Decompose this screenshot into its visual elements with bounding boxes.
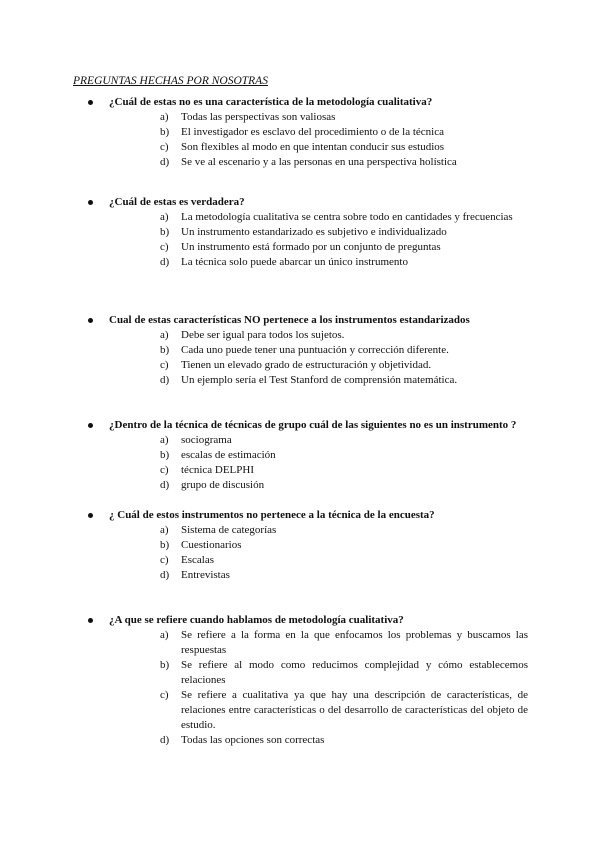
question-6-text: ¿A que se refiere cuando hablamos de metodología cualitativa? xyxy=(0,613,600,628)
question-2 xyxy=(0,195,600,270)
question-4 xyxy=(0,418,600,493)
question-4-text: ¿Dentro de la técnica de técnicas de grupo cuál de las siguientes no es un instrumento ? xyxy=(0,418,600,433)
bullet-icon xyxy=(88,318,93,323)
option-item: b) El investigador es esclavo del procedimiento o de la técnica xyxy=(160,126,444,138)
option-item: d) Todas las opciones son correctas xyxy=(160,734,325,746)
question-1 xyxy=(0,95,600,170)
option-item: d) Entrevistas xyxy=(160,569,230,581)
option-item: c) Un instrumento está formado por un conjunto de preguntas xyxy=(160,241,441,253)
question-1-text: ¿Cuál de estas no es una característica de la metodología cualitativa? xyxy=(0,95,600,110)
option-item: a) La metodología cualitativa se centra sobre todo en cantidades y frecuencias xyxy=(160,211,513,223)
question-3-options xyxy=(0,328,600,388)
option-item: c) Son flexibles al modo en que intentan conducir sus estudios xyxy=(160,141,445,153)
option-item: d) Se ve al escenario y a las personas en una perspectiva holística xyxy=(160,156,457,168)
question-2-options xyxy=(0,210,600,270)
option-item: c) Escalas xyxy=(160,554,214,566)
option-item: b) Se refiere al modo como reducimos complejidad y cómo establecemos relaciones xyxy=(160,659,528,686)
option-item: a) Sistema de categorías xyxy=(160,524,277,536)
option-item: b) escalas de estimación xyxy=(160,449,276,461)
question-1-options xyxy=(0,110,600,170)
option-item: d) Un ejemplo sería el Test Stanford de comprensión matemática. xyxy=(160,374,458,386)
option-item: b) Cada uno puede tener una puntuación y corrección diferente. xyxy=(160,344,449,356)
option-item: d) La técnica solo puede abarcar un único instrumento xyxy=(160,256,408,268)
question-6-options xyxy=(0,628,600,748)
bullet-icon xyxy=(88,423,93,428)
bullet-icon xyxy=(88,618,93,623)
option-item: c) técnica DELPHI xyxy=(160,464,254,476)
option-item: a) Debe ser igual para todos los sujetos. xyxy=(160,329,345,341)
option-item: a) Todas las perspectivas son valiosas xyxy=(160,111,336,123)
option-item: c) Tienen un elevado grado de estructuración y objetividad. xyxy=(160,359,432,371)
option-item: b) Un instrumento estandarizado es subjetivo e individualizado xyxy=(160,226,447,238)
question-2-text: ¿Cuál de estas es verdadera? xyxy=(0,195,600,210)
question-5-text: ¿ Cuál de estos instrumentos no pertenece a la técnica de la encuesta? xyxy=(0,508,600,523)
bullet-icon xyxy=(88,513,93,518)
question-3-text: Cual de estas características NO pertenece a los instrumentos estandarizados xyxy=(0,313,600,328)
question-6 xyxy=(0,613,600,748)
bullet-icon xyxy=(88,100,93,105)
bullet-icon xyxy=(88,200,93,205)
option-item: a) sociograma xyxy=(160,434,232,446)
question-4-options xyxy=(0,433,600,493)
question-3 xyxy=(0,313,600,388)
question-5-options xyxy=(0,523,600,583)
page-heading: PREGUNTAS HECHAS POR NOSOTRAS xyxy=(73,75,268,87)
question-5 xyxy=(0,508,600,583)
option-item: b) Cuestionarios xyxy=(160,539,242,551)
option-item: d) grupo de discusión xyxy=(160,479,265,491)
option-item: c) Se refiere a cualitativa ya que hay una descripción de características, de relaciones entre características o del desarrollo de características del objeto de estudio. xyxy=(160,689,528,731)
option-item: a) Se refiere a la forma en la que enfocamos los problemas y buscamos las respuestas xyxy=(160,629,528,656)
